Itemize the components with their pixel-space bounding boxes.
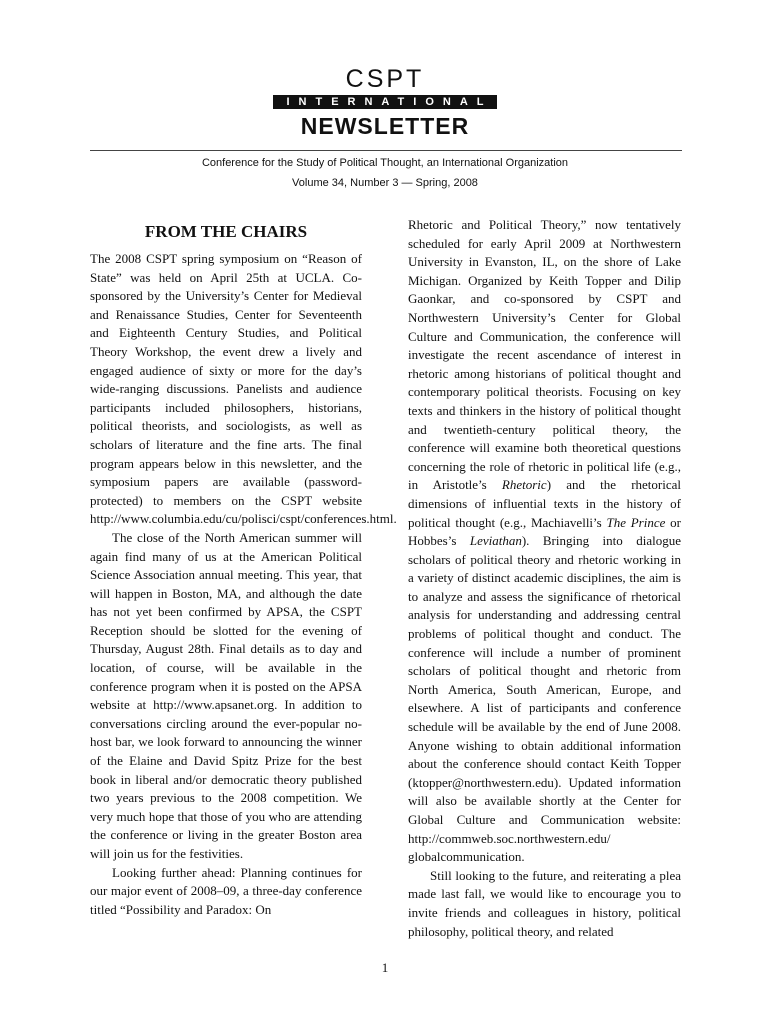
right-paragraph-1-part-b: ) and the rhetorical dimensions of influential texts in the history of political thought (e.g., Machiavelli’s (408, 477, 681, 530)
left-column (90, 250, 397, 919)
page-number: 1 (381, 960, 389, 975)
subtitle-volume: Volume 34, Number 3 — Spring, 2008 (292, 177, 478, 189)
right-paragraph-2: Still looking to the future, and reiterating a plea made last fall, we would like to encourage you to invite friends and colleagues in history, political philosophy, political theory, and related (408, 867, 681, 939)
left-paragraph-2: The close of the North American summer will again find many of us at the American Political Science Association annual meeting. This year, that will happen in Boston, MA, and although the date has not yet been confirmed by APSA, the CSPT Reception should be slotted for the evening of Thursday, August 28th. Final details as to day and location, of course, will be available in the conference program when it is posted on the APSA website at http://www.apsanet.org. In addition to conversations circling around the ever-popular no-host bar, we look forward to announcing the winner of the Elaine and David Spitz Prize for the best book in liberal and/or democratic theory published two years previous to the 2008 competition. We very much hope that those of you who are attending the conference or living in the greater Boston area will join us for the festivities. (90, 529, 362, 861)
subtitle-organization: Conference for the Study of Political Thought, an International Organization (201, 157, 569, 169)
masthead-newsletter: NEWSLETTER (300, 113, 470, 139)
right-paragraph-1-part-d: ). Bringing into dialogue scholars of political theory and rhetoric working in a variety of distinct academic disciplines, the aim is to analyze and assess the significance of rhetorical analysis for understanding and addressing central problems of political thought and conduct. The conference will include a number of prominent scholars of political thought and rhetoric from North America, South American, Europe, and elsewhere. A list of participants and conference schedule will be available by the end of June 2008. Anyone wishing to obtain additional information about the conference should contact Keith Topper (ktopper@northwestern.edu). Updated information will also be available shortly at the Center for Global Culture and Communication website: http://commweb.soc.northwestern.edu/ globalcommunication. (408, 533, 681, 865)
article-heading: FROM THE CHAIRS (144, 222, 308, 241)
right-paragraph-1-part-c: or Hobbes’s (408, 514, 681, 549)
right-column (408, 216, 681, 941)
leviathan-title: Leviathan (469, 533, 522, 549)
left-paragraph-1: The 2008 CSPT spring symposium on “Reason of State” was held on April 25th at UCLA. Co-sponsored by the University’s Center for Medieval and Renaissance Studies, Center for Seventeenth and Eighteenth Century Studies, and Political Theory Workshop, the event drew a lively and engaged audience of sixty or more for the day’s wide-ranging discussions. Panelists and audience participants included philosophers, historians, political theorists, and sociologists, as well as scholars of literature and the fine arts. The final program appears below in this newsletter, and the symposium papers are available (password-protected) to members on the CSPT website http://www.columbia.edu/cu/polisci/cspt/conferences.html. (90, 251, 397, 527)
rhetoric-title: Rhetoric (501, 477, 547, 493)
masthead-cspt: CSPT (345, 65, 425, 93)
masthead (0, 66, 770, 139)
right-paragraph-1-part-a: Rhetoric and Political Theory,” now tentatively scheduled for early April 2009 at Northwestern University in Evanston, IL, on the shore of Lake Michigan. Organized by Keith Topper and Dilip Gaonkar, and co-sponsored by CSPT and Northwestern University’s Center for Global Culture and Communication, the conference will investigate the recent ascendance of interest in rhetoric among historians of political thought and contemporary political theorists. Focusing on key texts and thinkers in the history of political thought and twentieth-century political theory, the conference will examine both theoretical questions concerning the role of rhetoric in political life (e.g., in Aristotle’s (408, 217, 681, 493)
prince-title: The Prince (606, 514, 666, 530)
left-paragraph-3: Looking further ahead: Planning continues for our major event of 2008–09, a three-day conference titled “Possibility and Paradox: On (90, 864, 362, 917)
right-paragraph-1 (408, 216, 681, 867)
masthead-international-bar: INTERNATIONAL (273, 95, 496, 109)
header-rule (90, 150, 682, 151)
